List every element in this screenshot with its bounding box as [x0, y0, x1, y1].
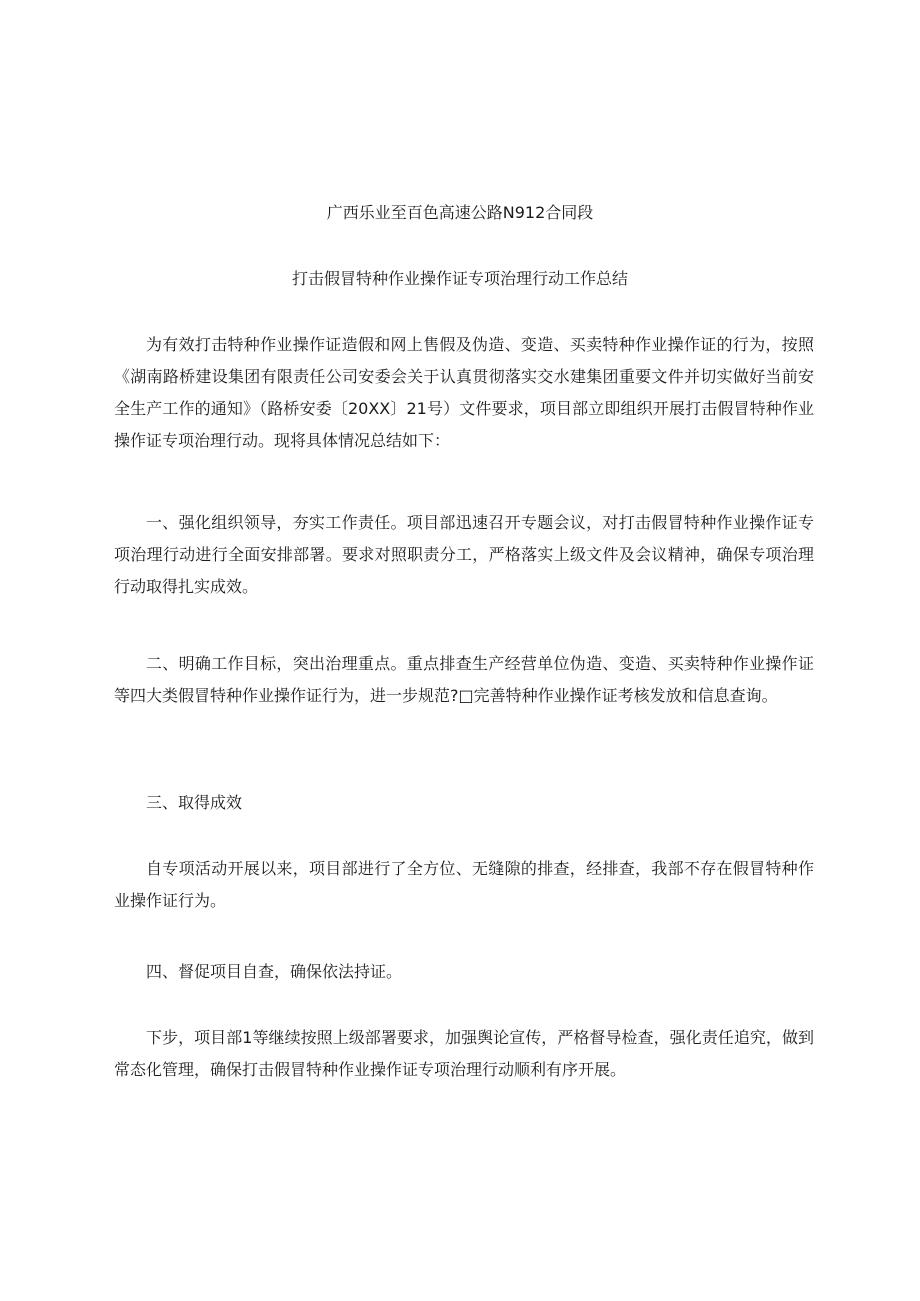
section-3-paragraph: 自专项活动开展以来，项目部进行了全方位、无缝隙的排查，经排查，我部不存在假冒特种作业操作证行为。 [114, 859, 814, 910]
section-2-paragraph: 二、明确工作目标，突出治理重点。重点排查生产经营单位伪造、变造、买卖特种作业操作证等四大类假冒特种作业操作证行为，进一步规范?□完善特种作业操作证考核发放和信息查询。 [114, 654, 814, 705]
section-3-heading: 三、取得成效 [146, 793, 243, 812]
closing-paragraph: 下步，项目部1等继续按照上级部署要求，加强舆论宣传，严格督导检查，强化责任追究，做到常态化管理，确保打击假冒特种作业操作证专项治理行动顺利有序开展。 [114, 1028, 814, 1079]
document-title-line-2: 打击假冒特种作业操作证专项治理行动工作总结 [291, 269, 628, 288]
intro-paragraph: 为有效打击特种作业操作证造假和网上售假及伪造、变造、买卖特种作业操作证的行为，按照《湖南路桥建设集团有限责任公司安委会关于认真贯彻落实交水建集团重要文件并切实做好当前安全生产工作的通知》（路桥安委〔20XX〕21号）文件要求，项目部立即组织开展打击假冒特种作业操作证专项治理行动。现将具体情况总结如下： [114, 335, 814, 450]
document-title-line-1: 广西乐业至百色高速公路N912合同段 [326, 203, 594, 222]
section-4-heading: 四、督促项目自查，确保依法持证。 [146, 962, 403, 981]
section-1-paragraph: 一、强化组织领导，夯实工作责任。项目部迅速召开专题会议，对打击假冒特种作业操作证专项治理行动进行全面安排部署。要求对照职责分工，严格落实上级文件及会议精神，确保专项治理行动取得扎实成效。 [114, 513, 814, 596]
